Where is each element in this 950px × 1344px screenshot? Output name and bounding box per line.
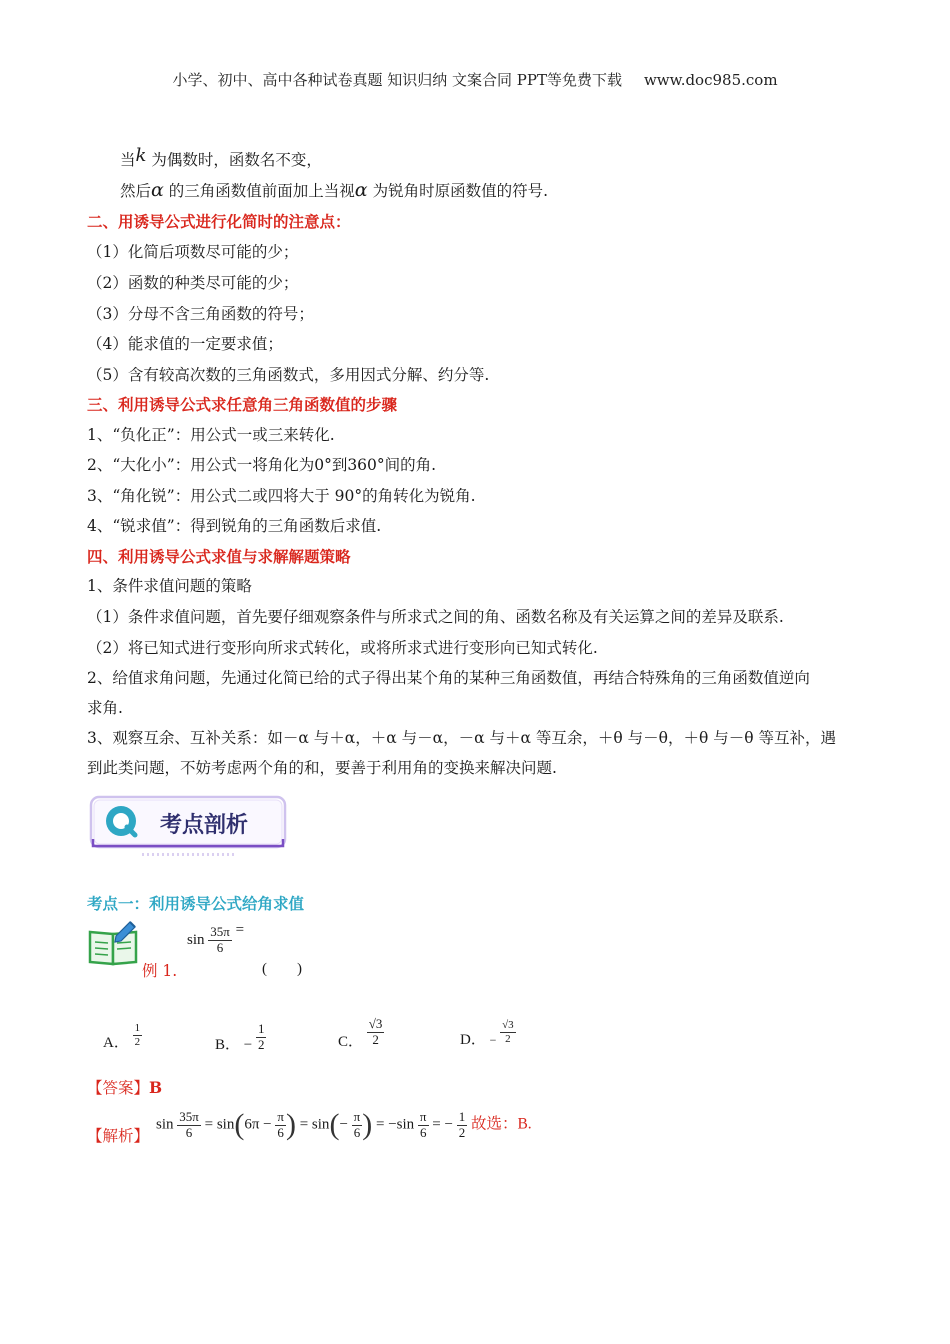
option-b[interactable]: B． − $\frac{1}{2}$	[215, 1021, 265, 1053]
analysis-formula: sin $\frac{35\pi}{6}$ = sin(6π − $\frac{\pi}{6}$ ) = sin(− $\frac{\pi}{6}$ ) = −sin $\frac{\pi}{6}$ = − $\frac{1}{2}$ 故选：B.	[156, 1108, 532, 1141]
section-3-item: 2、“大化小”：用公式一将角化为0°到360°间的角.	[87, 456, 437, 474]
option-a[interactable]: A． $\frac{1}{2}$	[103, 1022, 141, 1051]
section-2-item: （1）化简后项数尽可能的少；	[87, 243, 299, 261]
section-4-p3a: 2、给值求角问题，先通过化简已给的式子得出某个角的某种三角函数值，再结合特殊角的三角函数值逆向	[87, 669, 810, 687]
section-3-item: 1、“负化正”：用公式一或三来转化.	[87, 426, 335, 444]
example-question: sin $\frac{35\pi}{6}$ =	[187, 921, 245, 955]
section-2-item: （3）分母不含三角函数的符号；	[87, 305, 314, 323]
section-4-p2: （2）将已知式进行变形向所求式转化，或将所求式进行变形向已知式转化.	[87, 639, 598, 657]
answer-blank: ( )	[262, 961, 302, 977]
header-text: 小学、初中、高中各种试卷真题 知识归纳 文案合同 PPT等免费下载	[172, 71, 622, 89]
answer-line: 【答案】B	[87, 1078, 163, 1097]
badge-label: 考点剖析	[160, 813, 249, 838]
section-4-p1: （1）条件求值问题，首先要仔细观察条件与所求式之间的角、函数名称及有关运算之间的差异及联系.	[87, 608, 784, 626]
section-4-sub1: 1、条件求值问题的策略	[87, 577, 252, 595]
section-4-p3b: 求角.	[87, 699, 123, 717]
section-2-item: （4）能求值的一定要求值；	[87, 335, 283, 353]
kaodian-badge	[88, 795, 288, 851]
example-label: 例 1.	[142, 962, 178, 980]
page-header	[0, 69, 950, 90]
section-3-title: 三、利用诱导公式求任意角三角函数值的步骤	[87, 396, 398, 414]
option-d[interactable]: D． $_-$ $\frac{√3}{2}$	[460, 1019, 514, 1048]
section-4-p4a: 3、观察互余、互补关系：如－α 与＋α，＋α 与－α，－α 与＋α 等互余，＋θ 与－θ，＋θ 与－θ 等互补，遇	[87, 729, 836, 747]
option-c[interactable]: C． $\frac{√3}{2}$	[338, 1016, 383, 1050]
header-site[interactable]: www.doc985.com	[643, 71, 778, 89]
analysis-label: 【解析】	[87, 1127, 150, 1145]
kaodian-1-title: 考点一：利用诱导公式给角求值	[87, 895, 305, 913]
book-icon	[86, 918, 142, 968]
section-2-item: （2）函数的种类尽可能的少；	[87, 274, 299, 292]
section-4-title: 四、利用诱导公式求值与求解解题策略	[87, 548, 351, 566]
intro-line-2: 然后α 的三角函数值前面加上当视α 为锐角时原函数值的符号.	[120, 179, 548, 201]
section-2-item: （5）含有较高次数的三角函数式，多用因式分解、约分等.	[87, 366, 490, 384]
section-3-item: 3、“角化锐”：用公式二或四将大于 90°的角转化为锐角.	[87, 487, 476, 505]
intro-line-1: 当k 为偶数时，函数名不变，	[120, 145, 322, 169]
section-3-item: 4、“锐求值”：得到锐角的三角函数后求值.	[87, 517, 382, 535]
question-fraction: $\frac{35\pi}{6}$	[210, 924, 230, 955]
section-4-p4b: 到此类问题，不妨考虑两个角的和，要善于利用角的变换来解决问题.	[87, 759, 557, 777]
section-2-title: 二、用诱导公式进行化简时的注意点：	[87, 213, 351, 231]
